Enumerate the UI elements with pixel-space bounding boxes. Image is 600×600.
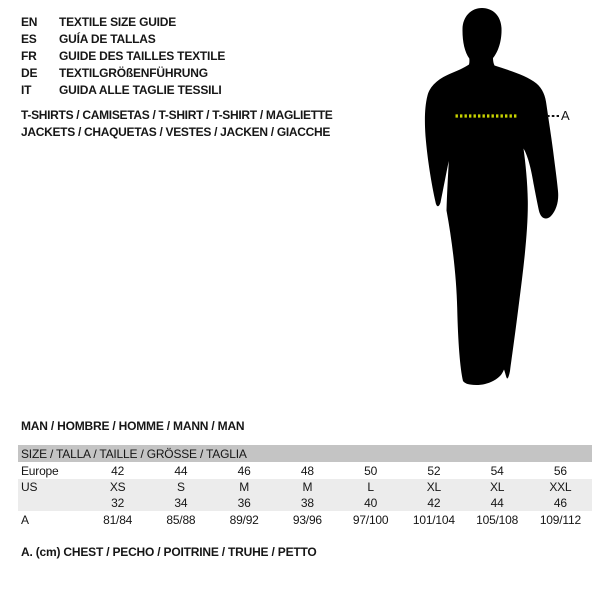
lang-code: ES [21, 32, 37, 46]
size-cell: 81/84 [103, 512, 133, 527]
lang-label: TEXTILGRÖßENFÜHRUNG [59, 66, 208, 80]
section-title: MAN / HOMBRE / HOMME / MANN / MAN [21, 419, 245, 433]
table-row-us-numeric [18, 495, 592, 511]
lang-row [21, 82, 225, 99]
size-cell: 89/92 [229, 512, 259, 527]
measure-label-a: A [561, 108, 570, 123]
size-cell: S [176, 480, 185, 494]
lang-row [21, 14, 225, 31]
table-header: SIZE / TALLA / TAILLE / GRÖSSE / TAGLIA [18, 445, 592, 462]
size-cell: M [302, 480, 313, 494]
size-cell: 44 [490, 496, 504, 510]
size-cell: M [239, 480, 250, 494]
measurement-footnote: A. (cm) CHEST / PECHO / POITRINE / TRUHE / PETTO [21, 545, 317, 559]
lang-label: GUÍA DE TALLAS [59, 32, 156, 46]
man-silhouette-figure [400, 0, 600, 400]
size-cell: XS [109, 480, 126, 494]
lang-label: GUIDE DES TAILLES TEXTILE [59, 49, 226, 63]
size-cell: 48 [300, 463, 314, 478]
language-list [21, 14, 225, 99]
table-row-chest [18, 511, 592, 528]
size-cell: 54 [490, 463, 504, 478]
lang-code: IT [21, 83, 32, 97]
size-cell: 56 [553, 463, 567, 478]
size-cell: 38 [300, 496, 314, 510]
size-cell: 42 [427, 496, 441, 510]
size-cell: 46 [237, 463, 251, 478]
size-table [18, 445, 592, 528]
size-cell: 52 [427, 463, 441, 478]
lang-code: FR [21, 49, 37, 63]
size-cell: 42 [111, 463, 125, 478]
lang-row [21, 65, 225, 82]
size-cell: 34 [174, 496, 188, 510]
size-cell: 93/96 [292, 512, 322, 527]
size-cell: 40 [364, 496, 378, 510]
row-label: US [21, 480, 38, 494]
size-cell: 50 [364, 463, 378, 478]
size-cell: XXL [549, 480, 572, 494]
lang-row [21, 31, 225, 48]
size-cell: XL [426, 480, 442, 494]
row-label: Europe [21, 463, 59, 478]
category-line: T-SHIRTS / CAMISETAS / T-SHIRT / T-SHIRT / MAGLIETTE [21, 108, 333, 122]
size-cell: L [367, 480, 374, 494]
lang-code: DE [21, 66, 38, 80]
size-cell: 46 [553, 496, 567, 510]
size-cell: 32 [111, 496, 125, 510]
size-cell: 44 [174, 463, 188, 478]
size-cell: 109/112 [539, 512, 581, 527]
man-silhouette [425, 8, 558, 385]
size-cell: 105/108 [476, 512, 519, 527]
category-line: JACKETS / CHAQUETAS / VESTES / JACKEN / GIACCHE [21, 124, 331, 139]
size-cell: 85/88 [166, 512, 196, 527]
table-row-europe [18, 462, 592, 479]
lang-row [21, 48, 225, 65]
size-cell: XL [489, 480, 505, 494]
size-cell: 101/104 [412, 512, 455, 527]
lang-label: GUIDA ALLE TAGLIE TESSILI [59, 83, 222, 97]
size-cell: 97/100 [352, 512, 389, 527]
category-list [21, 107, 333, 140]
size-cell: 36 [237, 496, 251, 510]
table-row-us [18, 479, 592, 495]
lang-label: TEXTILE SIZE GUIDE [59, 15, 177, 29]
row-label: A [21, 512, 29, 527]
lang-code: EN [21, 15, 38, 29]
